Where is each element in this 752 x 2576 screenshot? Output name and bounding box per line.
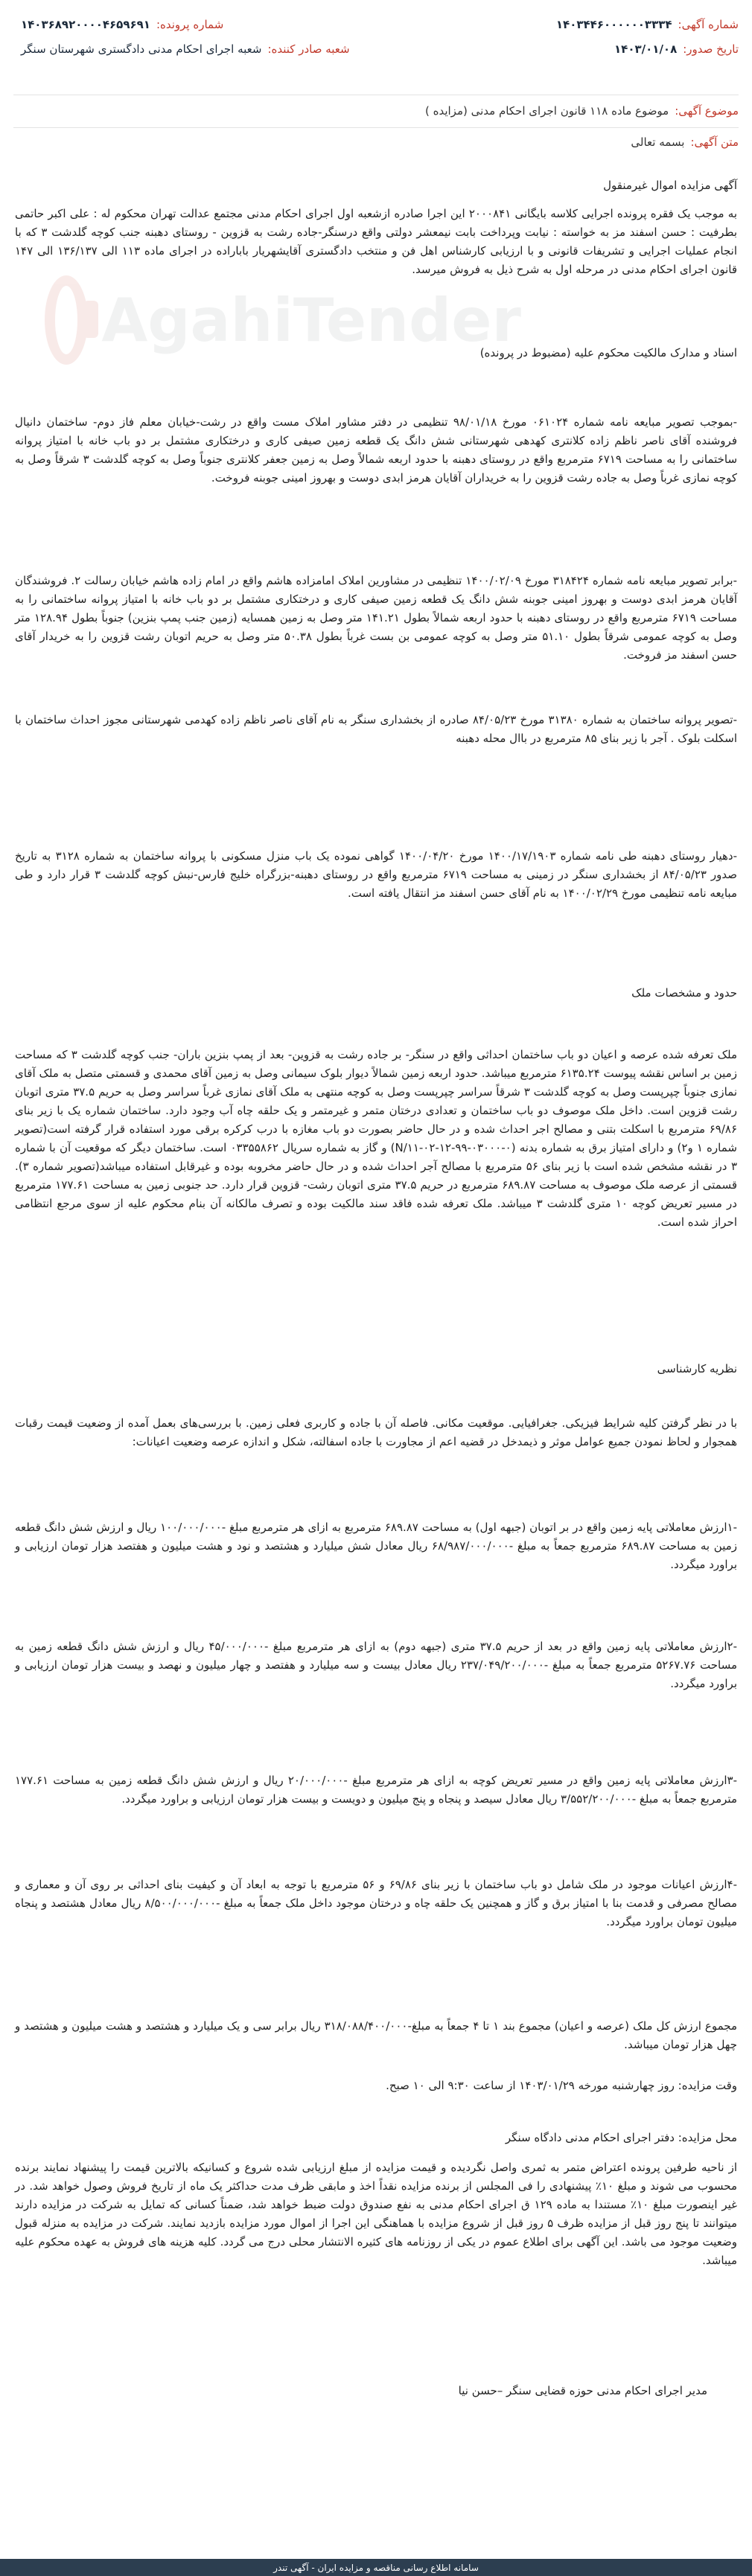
footer-bar: سامانه اطلاع رسانی مناقصه و مزایده ایران - آگهی تندر	[0, 2559, 752, 2576]
paragraph-value-3: -۳ارزش معاملاتی پایه زمین واقع در مسیر تعریض کوچه به ازای هر مترمربع مبلغ -۲۰/۰۰۰/۰۰۰ ریال و ارزش شش دانگ قطعه زمین به مساحت ۱۷۷.۶۱ مترمربع جمعاً به مبلغ -۳/۵۵۲/۲۰۰/۰۰۰ ریال معادل سیصد و پنجاه و پنج میلیون و دویست و بیست هزار تومان ارزیابی و براورد میگردد.	[15, 1774, 737, 1806]
paragraph-deed-2: -برابر تصویر مبایعه نامه شماره ۳۱۸۴۲۴ مورخ ۱۴۰۰/۰۲/۰۹ تنظیمی در مشاورین املاک امامزاده هاشم واقع در امام زاده هاشم خیابان رسالت ۲. فروشندگان آقایان هرمز ابدی دوست و بهروز امینی جوبنه شش دانگ یک قطعه زمین صیفی کاری و درختکاری مشتمل بر دو باب خانه با امتیاز پروانه ساختمانی را به مساحت ۶۷۱۹ مترمربع واقع در روستای دهبنه با حدود اربعه شمالاً بطول ۱۴۱.۲۱ متر وصل به زمین همسایه (زمین جنب پمپ بنزین) جنوباً بطول ۱۲۸.۹۴ متر وصل به کوچه عمومی شرقاً بطول ۵۱.۱۰ متر وصل به کوچه عمومی بن بست غرباً بطول ۵۰.۳۸ متر وصل به حریم اتوبان رشت قزوین را به خریدار آقای حسن اسفند مز فروخت.	[15, 574, 737, 662]
paragraph-intro: به موجب یک فقره پرونده اجرایی کلاسه بایگانی ۲۰۰۰۸۴۱ این اجرا صادره ازشعبه اول اجرای احکام مدنی مجتمع عدالت تهران محکوم له : علی اکبر حاتمی بطرفیت : حسن اسفند مز به خواسته : نیابت وپرداخت بابت نیمعشر دولتی واقع درسنگر-جاده رشت به قزوین - روستای دهبنه جنب کوچه گلدشت ۳ که با انجام عملیات اجرایی و تشریفات قانونی و با ارزیابی کارشناس اهل فن و منتخب دادگستری آقایشهریار باباراده در اجرای ماده ۱۱۳ الی ۱۳۶/۱۳۷ الی ۱۴۷ قانون اجرای احکام مدنی در مرحله اول به شرح ذیل به فروش میرسد.	[15, 207, 738, 276]
case-number-label: شماره پرونده:	[156, 18, 224, 31]
header-row-1	[13, 15, 739, 34]
header-row-2	[13, 39, 739, 59]
ad-number-label: شماره آگهی:	[678, 18, 739, 31]
watermark-text: AgahiTender	[101, 285, 521, 355]
paragraph-permit: -تصویر پروانه ساختمان به شماره ۳۱۳۸۰ مورخ ۸۴/۰۵/۲۳ صادره از بخشداری سنگر به نام آقای ناصر ناظم زاده کهدمی شهرستانی مجوز احداث ساختمان با اسکلت بلوک . آجر با زیر بنای ۸۵ مترمربع در باال محله دهبنه	[15, 713, 737, 745]
subject-line	[425, 104, 739, 118]
issuer-label: شعبه صادر کننده:	[267, 42, 350, 56]
divider	[13, 127, 739, 128]
signature-line: مدیر اجرای احکام مدنی حوزه قضایی سنگر –حسن نیا	[458, 2384, 707, 2397]
body-label: متن آگهی:	[690, 135, 739, 149]
paragraph-expert-intro: با در نظر گرفتن کلیه شرایط فیزیکی. جغرافیایی. موقعیت مکانی. فاصله آن با جاده و کاربری فعلی زمین. با بررسی‌های بعمل آمده از وضعیت قیمت رقبات همجوار و لحاظ نمودن جمیع عوامل موثر و ذیمدخل در قضیه اعم از مجاورت با جاده اسفالته، شکل و اندازه عرصه وضعیت اعیانات:	[15, 1416, 737, 1448]
issue-date	[614, 42, 739, 56]
case-number-value: ۱۴۰۳۶۸۹۲۰۰۰۰۴۶۵۹۶۹۱	[21, 18, 150, 31]
header-info	[13, 15, 739, 60]
ad-number-value: ۱۴۰۳۴۴۶۰۰۰۰۰۰۳۳۳۴	[555, 18, 672, 31]
issuer	[21, 42, 350, 56]
section-heading-boundaries: حدود و مشخصات ملک	[631, 986, 737, 1000]
paragraph-boundaries: ملک تعرفه شده عرصه و اعیان دو باب ساختمان احداثی واقع در سنگر- بر جاده رشت به قزوین- بعد از پمپ بنزین باران- جنب کوچه گلدشت ۳ که مساحت زمین بر اساس نقشه پیوست ۶۱۳۵.۲۴ مترمربع میباشد. حدود اربعه زمین شمالاً دیوار بلوک سیمانی وصل به زمین آقای محمدی و قسمتی متصل به ملک آقای نمازی جنوباً چپرپست وصل به کوچه گلدشت ۳ شرقاً سراسر چپرپست وصل به کوچه منتهی به ملک آقای نمازی غرباً سراسر وصل به حریم ۳۷.۵ متری اتوبان رشت قزوین است. داخل ملک موصوف دو باب ساختمان و تعدادی درختان متمر و غیرمتمر و یک حلقه چاه آب وجود دارد. ساختمان شماره یک با زیر بنای ۶۹/۸۶ مترمربع با اسکلت بتنی و مصالح اجر احداث شده و در حال حاضر بصورت دو باب مغازه با درب کرکره برقی مورد استفاده قرار گرفته است(تصویر شماره ۱ و۲) و دارای امتیاز برق به شماره بدنه (۰-۰۳۰۰۰-۹۹-۱۲-۰۲-N/۱۱) و گاز به شماره سریال ۰۳۳۵۵۸۶۲ است. ساختمان دیگر که موقعیت آن با شماره ۳ در نقشه مشخص شده است با زیر بنای ۵۶ مترمربع با مصالح آجر احداث شده و در حال حاضر مخروبه بوده و غیرقابل استفاده میباشد(تصویر شماره ۳). قسمتی از عرصه ملک موصوف به مساحت ۶۸۹.۸۷ مترمربع در حریم ۳۷.۵ متری اتوبان رشت- قزوین قرار دارد. حد جنوبی زمین به مساحت ۱۷۷.۶۱ مترمربع در مسیر تعریض کوچه ۱۰ متری گلدشت ۳ میباشد. ملک تعرفه شده فاقد سند مالکیت بوده و تصرف مالکانه آن بنام محکوم علیه از سوی مرجع انتظامی احراز شده است.	[15, 1048, 737, 1229]
subject-value: موضوع ماده ۱۱۸ قانون اجرای احکام مدنی (مزایده )	[424, 104, 669, 118]
paragraph-value-2: -۲ارزش معاملاتی پایه زمین واقع در بعد از حریم ۳۷.۵ متری (جبهه دوم) به ازای هر مترمربع مبلغ -۴۵/۰۰۰/۰۰۰ ریال و ارزش شش دانگ قطعه زمین به مساحت ۵۲۶۷.۷۶ مترمربع جمعاً به مبلغ -۲۳۷/۰۴۹/۲۰۰/۰۰۰ ریال معادل بیست و سه میلیارد و هفتصد و چهار میلیون و نهصد و بیست هزار تومان ارزیابی و براورد میگردد.	[15, 1640, 738, 1690]
issuer-value: شعبه اجرای احکام مدنی دادگستری شهرستان سنگر	[21, 42, 262, 56]
paragraph-deed-1: -بموجب تصویر مبایعه نامه شماره ۰۶۱۰۲۴ مورخ ۹۸/۰۱/۱۸ تنظیمی در دفتر مشاور املاک مست واقع در رشت-خیابان معلم فاز دوم- ساختمان دانیال فروشنده آقای ناصر ناظم زاده کلانتری کهدهی شهرستانی شش دانگ یک قطعه زمین صیفی کاری و درختکاری مشتمل بر دو باب خانه با امتیاز پروانه ساختمانی را به مساحت ۶۷۱۹ مترمربع واقع در روستای دهبنه با حدود اربعه شمالاً وصل به زمین جعفر کلانتری جنوباً وصل به کوچه گلدشت ۳ شرقاً وصل به کوچه نمازی غرباً وصل به جاده رشت قزوین را به خریداران آقایان هرمز ابدی دوست و بهروز امینی جوبنه فروخت.	[15, 415, 738, 485]
paragraph-auction-time: وقت مزایده: روز چهارشنبه مورخه ۱۴۰۳/۰۱/۲۹ از ساعت ۹:۳۰ الی ۱۰ صبح.	[386, 2079, 737, 2092]
section-heading-expert: نظریه کارشناسی	[657, 1362, 737, 1375]
case-number	[21, 18, 223, 31]
ad-number	[556, 18, 739, 31]
paragraph-total: مجموع ارزش کل ملک (عرصه و اعیان) مجموع بند ۱ تا ۴ جمعاً به مبلغ-۳۱۸/۰۸۸/۴۰۰/۰۰۰ ریال برابر سی و یک میلیارد و هشتصد و هشت میلیون و هشتصد و چهل هزار تومان میباشد.	[15, 2019, 738, 2051]
body-label-value: بسمه تعالی	[631, 135, 685, 149]
subject-label: موضوع آگهی:	[675, 104, 739, 118]
issue-date-value: ۱۴۰۳/۰۱/۰۸	[614, 42, 678, 56]
paragraph-auction-place: محل مزایده: دفتر اجرای احکام مدنی دادگاه سنگر	[505, 2131, 737, 2144]
paragraph-village-letter: -دهیار روستای دهبنه طی نامه شماره ۱۴۰۰/۱۷/۱۹۰۳ مورخ ۱۴۰۰/۰۴/۲۰ گواهی نموده یک باب منزل مسکونی با پروانه ساختمان به شماره ۳۱۲۸ به تاریخ صدور ۸۴/۰۵/۲۳ از بخشداری سنگر در زمینی به مساحت ۶۷۱۹ مترمربع واقع در روستای دهبنه-بزرگراه خلیج فارس-نبش کوچه گلدشت ۳ قرار دارد و طی مبایعه نامه تنظیمی مورخ ۱۴۰۰/۰۲/۲۹ به نام آقای حسن اسفند مز انتقال یافته است.	[15, 849, 738, 900]
issue-date-label: تاریخ صدور:	[683, 42, 739, 56]
ad-title: آگهی مزایده اموال غیرمنقول	[603, 179, 737, 192]
paragraph-value-1: -۱ارزش معاملاتی پایه زمین واقع در بر اتوبان (جبهه اول) به مساحت ۶۸۹.۸۷ مترمربع به ازای هر مترمربع مبلغ -۱۰۰/۰۰۰/۰۰۰ ریال و ارزش شش دانگ قطعه زمین به مساحت ۶۸۹.۸۷ مترمربع جمعاً به مبلغ -۶۸/۹۸۷/۰۰۰/۰۰۰ ریال معادل شش میلیارد و هشتصد و نود و هشت میلیون و هفتصد هزار تومان ارزیابی و براورد میگردد.	[15, 1521, 738, 1571]
paragraph-value-4: -۴ارزش اعیانات موجود در ملک شامل دو باب ساختمان با زیر بنای ۶۹/۸۶ و ۵۶ مترمربع با توجه به ابعاد آن و کیفیت بنای احداثی بر روی آن و معماری و مصالح مصرفی و قدمت بنا با امتیاز برق و گاز و همچنین یک حلقه چاه و درختان موجود داخل ملک جمعاً به مبلغ -۸/۵۰۰/۰۰۰/۰۰۰ ریال معادل هشتصد و پنجاه میلیون تومان براورد میگردد.	[15, 1878, 738, 1928]
paragraph-conditions: از ناحیه طرفین پرونده اعتراض متمر به ثمری واصل نگردیده و قیمت مزایده از مبلغ ارزیابی شده شروع و کسانیکه بالاترین قیمت را پیشنهاد نمایند برنده محسوب می شوند و مبلغ ۱۰٪ پیشنهادی را فی المجلس از برنده مزایده نقداً اخذ و مابقی ظرف مدت حداکثر یک ماه از تاریخ فروش وصول خواهد شد. در غیر اینصورت مبلغ ۱۰٪ مستندا به ماده ۱۲۹ ق اجرای احکام مدنی به نفع صندوق دولت ضبط خواهد شد، ضمناً کسانی که تمایل به شرکت در مزایده دارند میتوانند تا پنج روز قبل از مزایده ظرف ۵ روز قبل از شروع مزایده با هماهنگی این اجرا از اموال مورد مزایده بازدید نمایند. شرکت در مزایده به منزله قبول وضعیت موجود می باشد. این آگهی برای اطلاع عموم در یکی از روزنامه های کثیره الانتشار محلی درج می گردد. کلیه هزینه های فروش به عهده محکوم علیه میباشد.	[15, 2161, 738, 2267]
body-label-line	[631, 135, 739, 149]
paragraph-documents: اسناد و مدارک مالکیت محکوم علیه (مضبوط در پرونده)	[479, 346, 737, 359]
